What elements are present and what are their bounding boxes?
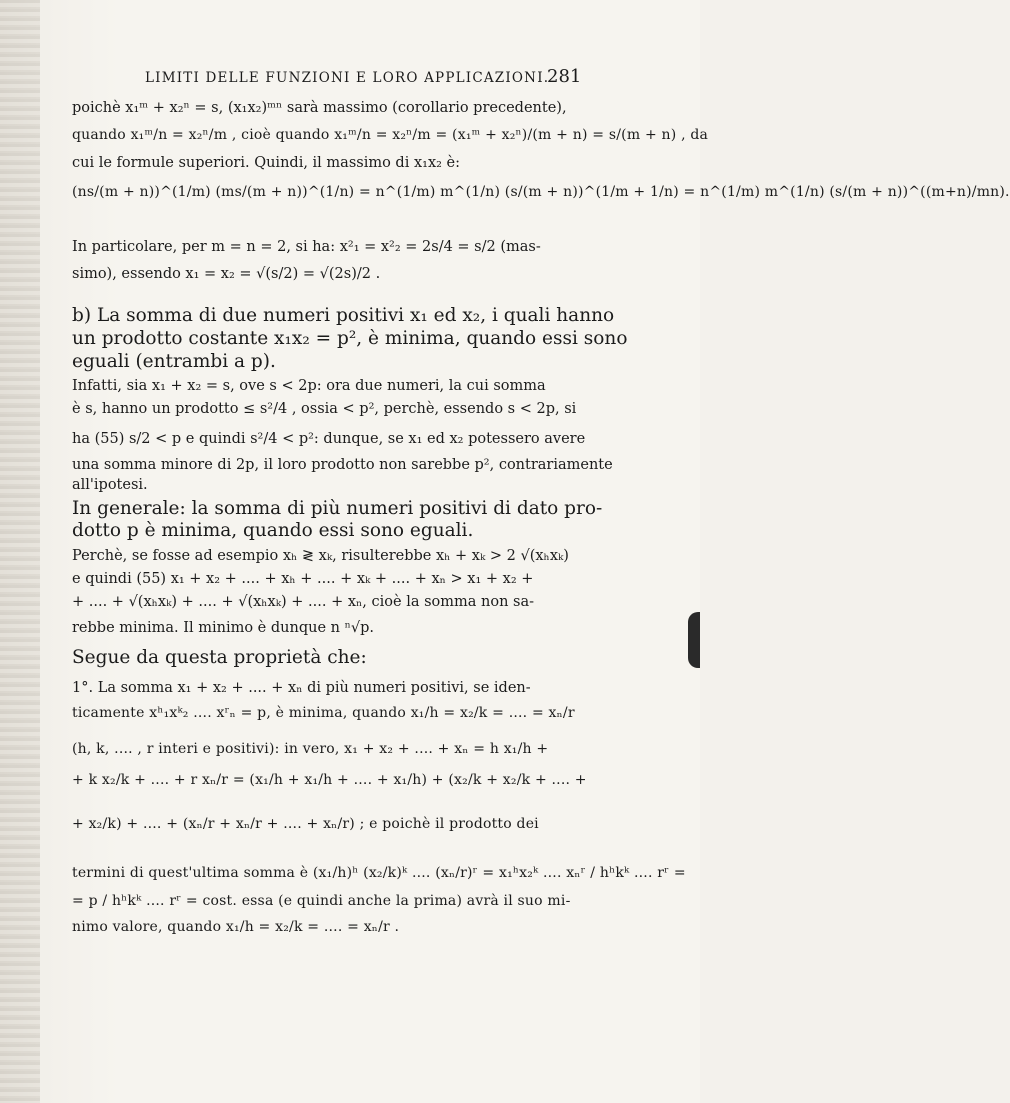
text-line: all'ipotesi. — [72, 477, 148, 493]
running-title: LIMITI DELLE FUNZIONI E LORO APPLICAZIONI. — [145, 70, 550, 86]
text-line: + .... + √(xₕxₖ) + .... + √(xₕxₖ) + .... + xₙ, cioè la somma non sa- — [72, 594, 535, 610]
theorem-line: b) La somma di due numeri positivi x₁ ed x₂, i quali hanno — [72, 305, 615, 326]
theorem-line: eguali (entrambi a p). — [72, 351, 276, 372]
section-heading: Segue da questa proprietà che: — [72, 647, 367, 668]
theorem-line: dotto p è minima, quando essi sono eguali. — [72, 520, 474, 541]
page-number: 281 — [547, 66, 582, 87]
math-line: + x₂/k) + .... + (xₙ/r + xₙ/r + .... + xₙ/r) ; e poichè il prodotto dei — [72, 816, 539, 832]
math-line: + k x₂/k + .... + r xₙ/r = (x₁/h + x₁/h + .... + x₁/h) + (x₂/k + x₂/k + .... + — [72, 772, 587, 788]
text-line: rebbe minima. Il minimo è dunque n ⁿ√p. — [72, 620, 374, 636]
math-line: = p / hʰkᵏ .... rʳ = cost. essa (e quindi anche la prima) avrà il suo mi- — [72, 893, 571, 909]
text-line: ha (55) s/2 < p e quindi s²/4 < p²: dunque, se x₁ ed x₂ potessero avere — [72, 431, 586, 447]
page-edge-mark — [688, 612, 700, 668]
math-line: termini di quest'ultima somma è (x₁/h)ʰ (x₂/k)ᵏ .... (xₙ/r)ʳ = x₁ʰx₂ᵏ .... xₙʳ / hʰkᵏ .... rʳ = — [72, 865, 686, 881]
math-line: ticamente xʰ₁xᵏ₂ .... xʳₙ = p, è minima, quando x₁/h = x₂/k = .... = xₙ/r — [72, 705, 575, 721]
theorem-line: un prodotto costante x₁x₂ = p², è minima, quando essi sono — [72, 328, 628, 349]
math-line: nimo valore, quando x₁/h = x₂/k = .... = xₙ/r . — [72, 919, 400, 935]
text-line: una somma minore di 2p, il loro prodotto non sarebbe p², contrariamente — [72, 457, 613, 473]
text-line: Infatti, sia x₁ + x₂ = s, ove s < 2p: ora due numeri, la cui somma — [72, 378, 546, 394]
text-line: In particolare, per m = n = 2, si ha: x²₁ = x²₂ = 2s/4 = s/2 (mas- — [72, 239, 541, 255]
math-line: (h, k, .... , r interi e positivi): in vero, x₁ + x₂ + .... + xₙ = h x₁/h + — [72, 741, 549, 757]
text-line: simo), essendo x₁ = x₂ = √(s/2) = √(2s)/2 . — [72, 266, 381, 282]
math-line: (ns/(m + n))^(1/m) (ms/(m + n))^(1/n) = n^(1/m) m^(1/n) (s/(m + n))^(1/m + 1/n) = n^(1/m) m^(1/n) (s/(m + n))^((m+n)/mn). — [72, 184, 1010, 200]
text-line: è s, hanno un prodotto ≤ s²/4 , ossia < p², perchè, essendo s < 2p, si — [72, 401, 577, 417]
theorem-line: In generale: la somma di più numeri positivi di dato pro- — [72, 498, 603, 519]
text-line: e quindi (55) x₁ + x₂ + .... + xₕ + .... + xₖ + .... + xₙ > x₁ + x₂ + — [72, 571, 534, 587]
math-line: quando x₁ᵐ/n = x₂ⁿ/m , cioè quando x₁ᵐ/n = x₂ⁿ/m = (x₁ᵐ + x₂ⁿ)/(m + n) = s/(m + n) , da — [72, 127, 709, 143]
page-gutter-shadow — [0, 0, 40, 1103]
text-line: poichè x₁ᵐ + x₂ⁿ = s, (x₁x₂)ᵐⁿ sarà massimo (corollario precedente), — [72, 100, 567, 116]
text-line: 1°. La somma x₁ + x₂ + .... + xₙ di più numeri positivi, se iden- — [72, 680, 531, 696]
text-line: cui le formule superiori. Quindi, il massimo di x₁x₂ è: — [72, 155, 461, 171]
text-line: Perchè, se fosse ad esempio xₕ ≷ xₖ, risulterebbe xₕ + xₖ > 2 √(xₕxₖ) — [72, 548, 569, 564]
